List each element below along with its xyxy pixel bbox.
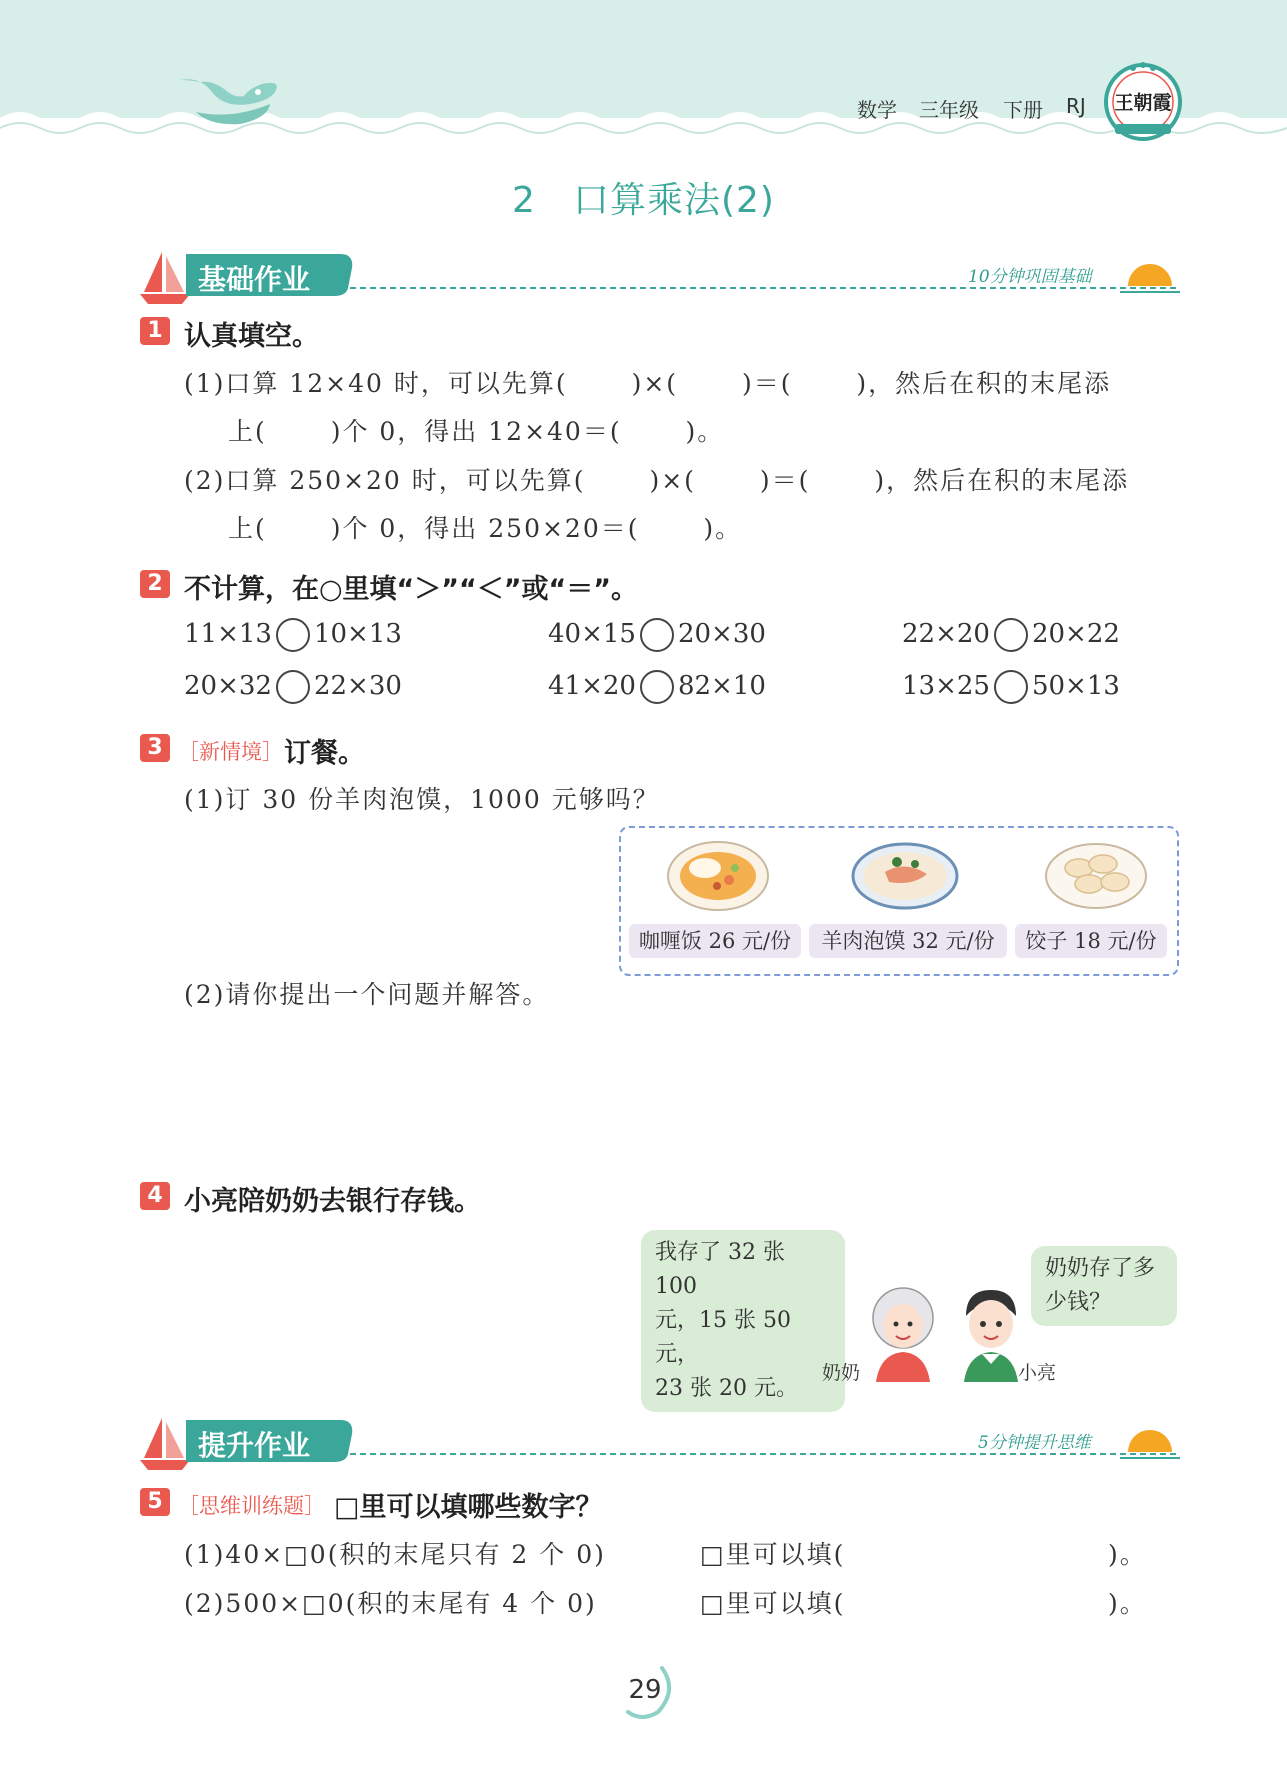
menu-box [619,826,1179,976]
compare-circle[interactable] [276,618,310,652]
header-subject: 数学 [857,98,897,122]
q5-number: 5 [140,1488,170,1516]
q1-line-4: 上( )个 0，得出 250×20＝( )。 [228,514,743,543]
q2-item-3: 22×20 20×22 [902,618,1120,652]
q5-line-2-right: □里可以填( [700,1589,846,1618]
q5-line-1-end: )。 [1108,1540,1147,1569]
q4-number: 4 [140,1182,170,1210]
q5-line-2-left: (2)500×□0(积的末尾有 4 个 0) [184,1589,597,1618]
q2-item-6: 13×25 50×13 [902,670,1120,704]
q5-line-2-end: )。 [1108,1589,1147,1618]
q3-number: 3 [140,734,170,762]
sailboat-icon [140,252,190,304]
q5-line-1-left: (1)40×□0(积的末尾只有 2 个 0) [184,1540,606,1569]
dumplings-icon [1041,834,1151,914]
logo-text: 王朝霞 [1114,92,1172,114]
q2-number: 2 [140,570,170,598]
q1-title: 认真填空。 [184,321,319,352]
q3-sub2: (2)请你提出一个问题并解答。 [184,980,550,1009]
menu-price-dumplings: 饺子 18 元/份 [1015,924,1167,958]
section-advanced-note: 5分钟提升思维 [978,1433,1091,1453]
grandma-figure [862,1282,944,1382]
q2-item-5: 41×20 82×10 [548,670,766,704]
publisher-logo [1103,62,1183,142]
header-edition: RJ [1066,94,1086,118]
q2-item-2: 40×15 20×30 [548,618,766,652]
q1-line-1: (1)口算 12×40 时，可以先算( )×( )＝( )，然后在积的末尾添 [184,369,1112,398]
q3-tag: ［新情境］ [178,740,283,764]
curry-rice-icon [663,834,773,914]
boy-figure [954,1282,1028,1382]
section-advanced-title: 提升作业 [198,1429,311,1462]
q3-title: 订餐。 [284,738,365,769]
q2-title: 不计算，在○里填“＞”“＜”或“＝”。 [184,574,639,605]
q2-item-4: 20×32 22×30 [184,670,402,704]
boy-label: 小亮 [1018,1362,1057,1384]
page-title: 2 口算乘法(2) [512,180,775,221]
compare-circle[interactable] [994,670,1028,704]
grandma-speech-bubble: 我存了 32 张 100 元，15 张 50 元， 23 张 20 元。 [641,1230,845,1412]
header-volume: 下册 [1003,98,1043,122]
section-basic-bar [140,246,1180,306]
menu-price-curry: 咖喱饭 26 元/份 [629,924,801,958]
section-basic-title: 基础作业 [198,263,311,296]
grandma-label: 奶奶 [822,1362,861,1384]
mutton-soup-icon [849,832,961,916]
q5-title: □里可以填哪些数字？ [334,1492,603,1523]
boy-speech-bubble: 奶奶存了多 少钱？ [1031,1246,1177,1326]
q1-line-2: 上( )个 0，得出 12×40＝( )。 [228,417,725,446]
section-advanced-bar [140,1412,1180,1472]
q4-title: 小亮陪奶奶去银行存钱。 [184,1186,481,1217]
section-basic-note: 10分钟巩固基础 [968,267,1092,287]
q2-item-1: 11×13 10×13 [184,618,402,652]
q5-line-1-right: □里可以填( [700,1540,846,1569]
compare-circle[interactable] [994,618,1028,652]
compare-circle[interactable] [276,670,310,704]
header-grade: 三年级 [919,98,979,122]
page-number: 29 [628,1675,662,1705]
compare-circle[interactable] [640,670,674,704]
q3-sub1: (1)订 30 份羊肉泡馍，1000 元够吗？ [184,785,660,814]
q1-line-3: (2)口算 250×20 时，可以先算( )×( )＝( )，然后在积的末尾添 [184,466,1130,495]
q5-tag: ［思维训练题］ [178,1494,325,1518]
header-band [0,0,1287,150]
sailboat-icon [140,1418,190,1470]
q1-number: 1 [140,317,170,345]
menu-price-mutton: 羊肉泡馍 32 元/份 [809,924,1007,958]
compare-circle[interactable] [640,618,674,652]
